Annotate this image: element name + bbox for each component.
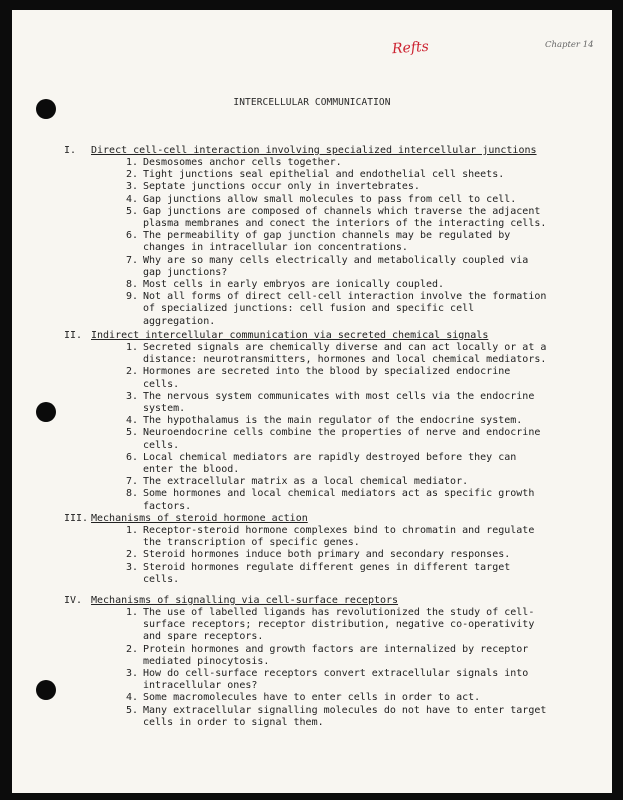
list-item <box>12 157 612 169</box>
list-item <box>12 488 612 512</box>
item-number: 4. <box>125 193 138 205</box>
list-item <box>12 644 612 668</box>
item-text: Secreted signals are chemically diverse and can act locally or at a distance: neurotransmitters, hormones and local chemical mediators. <box>143 342 547 366</box>
item-number: 7. <box>125 476 138 488</box>
section-heading <box>12 513 612 525</box>
handwritten-chapter-annotation: Chapter 14 <box>545 40 594 50</box>
list-item <box>12 342 612 366</box>
item-text: The use of labelled ligands has revolutionized the study of cell-surface receptors; receptor distribution, negative co-operativity and spare receptors. <box>143 607 535 643</box>
item-text: The extracellular matrix as a local chemical mediator. <box>143 476 469 488</box>
list-item <box>12 427 612 451</box>
section-title: Direct cell-cell interaction involving specialized intercellular junctions <box>91 145 537 156</box>
item-text: The permeability of gap junction channels may be regulated by changes in intracellular ion concentrations. <box>143 230 511 254</box>
item-text: Gap junctions allow small molecules to pass from cell to cell. <box>143 193 517 205</box>
item-number: 3. <box>125 561 138 573</box>
list-item <box>12 194 612 206</box>
item-number: 2. <box>125 549 138 561</box>
section-title: Mechanisms of signalling via cell-surface receptors <box>91 595 399 606</box>
section-4 <box>12 595 612 729</box>
item-number: 8. <box>125 279 138 291</box>
list-item <box>12 705 612 729</box>
item-number: 3. <box>125 390 138 402</box>
list-item <box>12 562 612 586</box>
section-title: Mechanisms of steroid hormone action <box>91 513 308 524</box>
item-list <box>12 157 612 328</box>
item-text: The hypothalamus is the main regulator of the endocrine system. <box>143 415 523 427</box>
item-number: 1. <box>125 607 138 618</box>
handwritten-red-annotation: Refts <box>391 38 430 58</box>
section-heading <box>12 595 612 607</box>
section-number: I. <box>64 145 77 156</box>
item-text: Tight junctions seal epithelial and endothelial cell sheets. <box>143 169 505 181</box>
item-text: Most cells in early embryos are ionically coupled. <box>143 279 445 291</box>
item-number: 8. <box>125 488 138 500</box>
item-list <box>12 607 612 729</box>
item-number: 5. <box>125 427 138 439</box>
list-item <box>12 291 612 328</box>
item-number: 1. <box>125 525 138 536</box>
section-number: II. <box>64 330 83 341</box>
section-number: IV. <box>64 595 83 606</box>
item-number: 5. <box>125 704 138 716</box>
item-number: 2. <box>125 366 138 378</box>
item-text: Many extracellular signalling molecules do not have to enter target cells in order to signal them. <box>143 704 547 728</box>
list-item <box>12 230 612 254</box>
item-text: How do cell-surface receptors convert extracellular signals into intracellular ones? <box>143 668 529 692</box>
item-text: Local chemical mediators are rapidly destroyed before they can enter the blood. <box>143 451 517 476</box>
list-item <box>12 668 612 692</box>
item-number: 2. <box>125 643 138 655</box>
item-list <box>12 342 612 513</box>
page-title: INTERCELLULAR COMMUNICATION <box>233 97 391 108</box>
document-page <box>12 10 612 793</box>
item-text: Receptor-steroid hormone complexes bind to chromatin and regulate the transcription of specific genes. <box>143 525 535 549</box>
item-number: 6. <box>125 451 138 463</box>
section-title: Indirect intercellular communication via secreted chemical signals <box>91 330 489 341</box>
list-item <box>12 549 612 561</box>
list-item <box>12 181 612 193</box>
item-text: Steroid hormones regulate different genes in different target cells. <box>143 561 511 585</box>
list-item <box>12 525 612 549</box>
item-number: 4. <box>125 692 138 704</box>
item-text: Some macromolecules have to enter cells in order to act. <box>143 692 481 704</box>
item-number: 7. <box>125 254 138 266</box>
list-item <box>12 255 612 279</box>
list-item <box>12 692 612 704</box>
list-item <box>12 206 612 230</box>
item-number: 1. <box>125 157 138 168</box>
section-1 <box>12 145 612 328</box>
item-text: Why are so many cells electrically and metabolically coupled via gap junctions? <box>143 254 529 278</box>
item-text: Steroid hormones induce both primary and secondary responses. <box>143 549 511 561</box>
list-item <box>12 169 612 181</box>
list-item <box>12 415 612 427</box>
item-number: 5. <box>125 205 138 217</box>
item-text: Some hormones and local chemical mediators act as specific growth factors. <box>143 488 535 512</box>
item-list <box>12 525 612 586</box>
section-3 <box>12 513 612 586</box>
list-item <box>12 607 612 644</box>
item-text: Septate junctions occur only in invertebrates. <box>143 181 420 193</box>
section-number: III. <box>64 513 89 524</box>
list-item <box>12 279 612 291</box>
section-heading <box>12 330 612 342</box>
list-item <box>12 391 612 415</box>
item-text: Not all forms of direct cell-cell interaction involve the formation of specialized junctions: cell fusion and specific cell aggregation. <box>143 291 547 327</box>
item-number: 6. <box>125 230 138 242</box>
item-text: The nervous system communicates with most cells via the endocrine system. <box>143 390 535 415</box>
item-text: Protein hormones and growth factors are internalized by receptor mediated pinocytosis. <box>143 643 529 667</box>
item-number: 3. <box>125 181 138 193</box>
item-number: 9. <box>125 291 138 303</box>
list-item <box>12 476 612 488</box>
item-number: 2. <box>125 169 138 181</box>
item-number: 1. <box>125 342 138 353</box>
section-2 <box>12 330 612 513</box>
item-text: Neuroendocrine cells combine the properties of nerve and endocrine cells. <box>143 427 541 451</box>
item-number: 3. <box>125 668 138 680</box>
item-text: Hormones are secreted into the blood by specialized endocrine cells. <box>143 366 511 390</box>
list-item <box>12 366 612 390</box>
item-text: Gap junctions are composed of channels which traverse the adjacent plasma membranes and conect the interiors of the interacting cells. <box>143 205 547 230</box>
item-number: 4. <box>125 415 138 427</box>
list-item <box>12 452 612 476</box>
item-text: Desmosomes anchor cells together. <box>143 157 342 168</box>
section-heading <box>12 145 612 157</box>
